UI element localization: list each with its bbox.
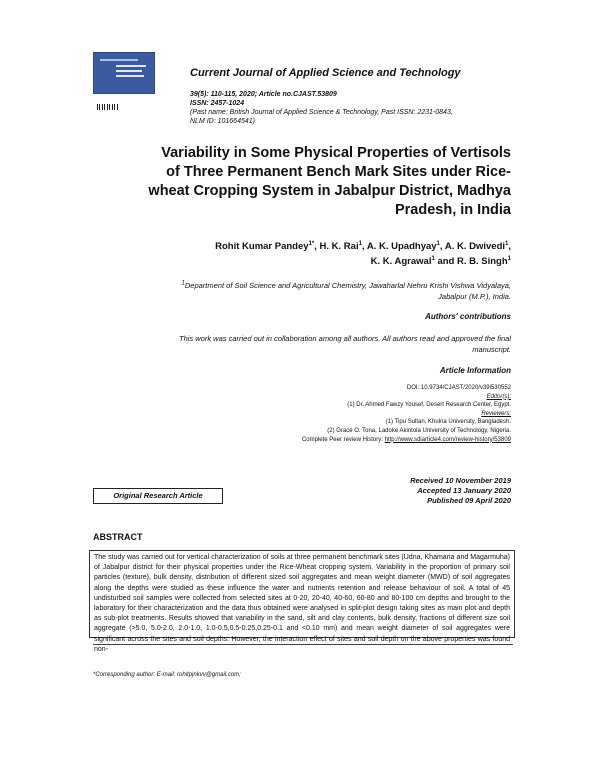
title-line: wheat Cropping System in Jabalpur District, Madhya bbox=[148, 183, 511, 199]
corresponding-author-footnote: *Corresponding author: E-mail: rohitpjnkvv@gmail.com; bbox=[93, 672, 241, 678]
author-name: H. K. Rai bbox=[319, 241, 359, 252]
paper-title bbox=[95, 144, 511, 220]
title-line: of Three Permanent Bench Mark Sites under Rice- bbox=[166, 164, 511, 180]
article-info: DOI: 10.9734/CJAST/2020/v39i530552 Editor(s): (1) Dr. Ahmed Fawzy Yousef, Desert Research Center, Egypt. Reviewers: (1) Tipu Sultan, Khulna University, Bangladesh. (2) Grace O. Tona, Ladoke Akintola University of Technology, Nigeria. Complete Peer review History: http://www.sdiarticle4.com/review-history/53809 bbox=[95, 384, 511, 444]
editors-label: Editor(s): bbox=[486, 393, 511, 400]
article-type-badge: Original Research Article bbox=[93, 488, 223, 504]
accepted-date: Accepted 13 January 2020 bbox=[417, 486, 511, 495]
author-name: Rohit Kumar Pandey bbox=[215, 241, 309, 252]
reviewers-label: Reviewers: bbox=[481, 410, 511, 417]
citation: 39(5): 110-115, 2020; Article no.CJAST.53809 bbox=[190, 91, 337, 98]
article-info-heading: Article Information bbox=[439, 366, 511, 375]
publication-dates bbox=[300, 476, 511, 506]
published-date: Published 09 April 2020 bbox=[427, 496, 511, 505]
abstract-text: The study was carried out for vertical characterization of soils at three permanent benchmark sites (Udna, Khamaria and Magarmuha) of Jabalpur district for their physical properties under the Rice-Wheat cropping system. Variability in the proportion of primary soil particles (texture), bulk density, distribution of different sized soil aggregates and mean weight diameter (MWD) of soil aggregates along the depths were studied as these influence the water and nutrients retention and release behaviour of soil. A total of 45 undisturbed soil samples were collected from selected sites at 0-20, 20-40, 40-60, 60-80 and 80-100 cm depths and brought to the laboratory for their characterization and the data thus obtained were analysed in split-plot design taking sites as main plot and depth as sub-plot treatments. Results showed that variability in the sand, silt and clay contents, bulk density, fractions of different size soil aggregate (>5.0, 5.0-2.0, 2.0-1.0, 1.0-0.5,0.5-0.25,0.25-0.1 and <0.10 mm) and mean weight diameter of soil aggregates were significant across the sites and soil depths. However, the interaction effect of sites and soil depth on the above properties was found non- bbox=[89, 550, 515, 638]
past-name: (Past name: British Journal of Applied Science & Technology, Past ISSN: 2231-0843, bbox=[190, 109, 453, 116]
nlm-id: NLM ID: 101664541) bbox=[190, 118, 255, 125]
footnote-divider bbox=[93, 644, 513, 645]
title-line: Pradesh, in India bbox=[394, 202, 511, 218]
contributions-text: This work was carried out in collaboration among all authors. All authors read and approved the final manuscript. bbox=[179, 334, 511, 354]
author-name: R. B. Singh bbox=[456, 256, 508, 267]
journal-meta bbox=[190, 90, 520, 126]
author-name: K. K. Agrawal bbox=[370, 256, 432, 267]
doi: DOI: 10.9734/CJAST/2020/v39i530552 bbox=[406, 385, 511, 391]
barcode-image bbox=[97, 104, 119, 110]
issn: ISSN: 2457-1024 bbox=[190, 100, 245, 107]
author-name: A. K. Dwivedi bbox=[444, 241, 506, 252]
title-line: Variability in Some Physical Properties of Vertisols bbox=[161, 145, 511, 161]
journal-cover-image bbox=[93, 52, 155, 94]
contributions-heading: Authors' contributions bbox=[425, 312, 511, 321]
author-name: A. K. Upadhyay bbox=[366, 241, 437, 252]
affiliation: $^1$Department of Soil Science and Agricultural Chemistry, Jawaharlal Nehru Krishi Vishwa Vidyalaya, Jabalpur (M.P.), India. bbox=[181, 280, 511, 301]
received-date: Received 10 November 2019 bbox=[410, 476, 511, 485]
review-history-link[interactable]: http://www.sdiarticle4.com/review-history/53809 bbox=[384, 436, 511, 443]
author-list: Rohit Kumar Pandey$^{1*}$, H. K. Rai$^1$, A. K. Upadhyay$^1$, A. K. Dwivedi$^1$, K. K. Agrawal$^1$ and R. B. Singh$^1$ bbox=[215, 240, 511, 267]
journal-name: Current Journal of Applied Science and Technology bbox=[190, 67, 461, 79]
abstract-heading: ABSTRACT bbox=[93, 532, 143, 542]
